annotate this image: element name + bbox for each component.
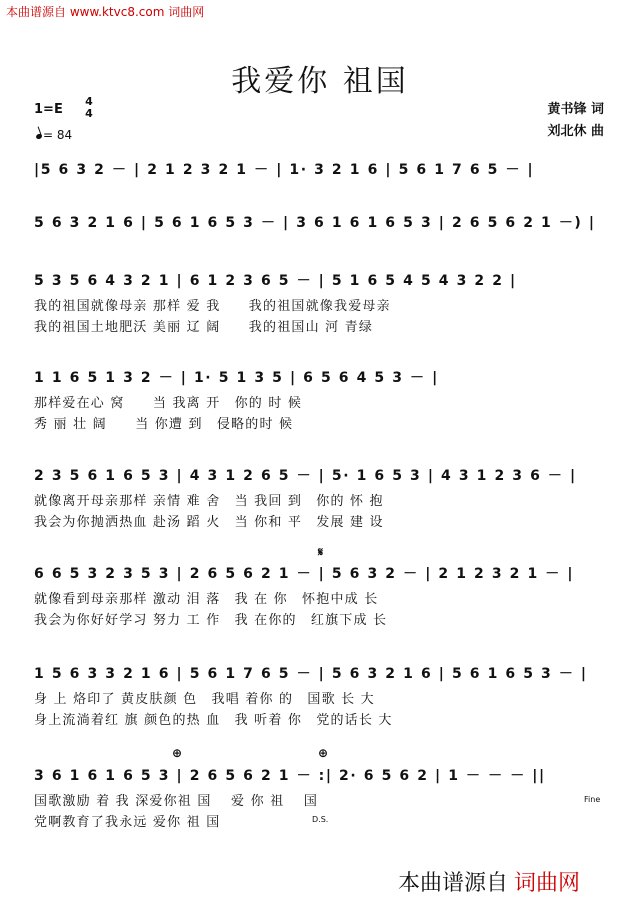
lyric-line: 就像看到母亲那样 激动 泪 落 我 在 你 怀抱中成 长 — [34, 592, 379, 607]
tempo-value: = 84 — [43, 128, 73, 142]
song-title: 我爱你 祖国 — [231, 64, 409, 99]
lyricist: 黄书锋 词 — [547, 102, 604, 117]
watermark: 本曲谱源自 www.ktvc8.com 词曲网 — [6, 5, 205, 19]
lyric-line: 秀 丽 壮 阔 当 你遭 到 侵略的时 候 — [34, 417, 294, 432]
lyric-line: 那样爱在心 窝 当 我离 开 你的 时 候 — [34, 396, 303, 411]
coda-icon: ⊕ — [318, 746, 329, 760]
time-signature-bottom: 4 — [85, 107, 93, 120]
tempo-marking — [36, 128, 72, 142]
lyric-line: 国歌激励 着 我 深爱你祖 国 爱 你 祖 国 — [34, 794, 319, 809]
lyric-line: 身上流淌着红 旗 颜色的热 血 我 听着 你 党的话长 大 — [34, 713, 393, 728]
footer-site-name: 词曲网 — [514, 871, 581, 896]
quarter-note-icon — [35, 133, 42, 140]
score-line-4: 1 1 6 5 1 3 2 － | 1· 5 1 3 5 | 6 5 6 4 5 3 － | — [34, 370, 439, 386]
lyric-line: 我的祖国就像母亲 那样 爱 我 我的祖国就像我爱母亲 — [34, 299, 391, 314]
lyric-line: 我会为你抛洒热血 赴汤 蹈 火 当 你和 平 发展 建 设 — [34, 515, 384, 530]
score-line-8: 3 6 1 6 1 6 5 3 | 2 6 5 6 2 1 － :| 2· 6 5 6 2 | 1 － － － || — [34, 768, 546, 784]
time-signature-top: 4 — [85, 95, 93, 108]
footer-text: 本曲谱源自 — [398, 871, 509, 896]
fine-mark: Fine — [584, 795, 601, 804]
lyric-line: 党啊教育了我永远 爱你 祖 国 — [34, 815, 221, 830]
score-line-5: 2 3 5 6 1 6 5 3 | 4 3 1 2 6 5 － | 5· 1 6 5 3 | 4 3 1 2 3 6 － | — [34, 468, 577, 484]
composer: 刘北休 曲 — [547, 124, 604, 139]
key-signature: 1=E — [34, 102, 63, 117]
lyric-line: 身 上 烙印了 黄皮肤颜 色 我唱 着你 的 国歌 长 大 — [34, 692, 375, 707]
score-line-2: 5 6 3 2 1 6 | 5 6 1 6 5 3 － | 3 6 1 6 1 6 5 3 | 2 6 5 6 2 1 －) | — [34, 215, 596, 231]
ds-mark: D.S. — [312, 815, 329, 824]
lyric-line: 我会为你好好学习 努力 工 作 我 在你的 红旗下成 长 — [34, 613, 388, 628]
lyric-line: 我的祖国土地肥沃 美丽 辽 阔 我的祖国山 河 青绿 — [34, 320, 374, 335]
score-line-7: 1 5 6 3 3 2 1 6 | 5 6 1 7 6 5 － | 5 6 3 2 1 6 | 5 6 1 6 5 3 － | — [34, 666, 588, 682]
score-line-6: 6 6 5 3 2 3 5 3 | 2 6 5 6 2 1 － | 5 6 3 2 － | 2 1 2 3 2 1 － | — [34, 566, 575, 582]
coda-icon: ⊕ — [172, 746, 183, 760]
score-line-3: 5 3 5 6 4 3 2 1 | 6 1 2 3 6 5 － | 5 1 6 5 4 5 4 3 2 2 | — [34, 273, 517, 289]
footer-brand — [398, 866, 580, 897]
score-line-1: |5 6 3 2 － | 2 1 2 3 2 1 － | 1· 3 2 1 6 | 5 6 1 7 6 5 － | — [34, 162, 535, 178]
time-signature — [83, 96, 95, 120]
lyric-line: 就像离开母亲那样 亲情 难 舍 当 我回 到 你的 怀 抱 — [34, 494, 384, 509]
segno-icon: 𝄋 — [318, 545, 324, 559]
